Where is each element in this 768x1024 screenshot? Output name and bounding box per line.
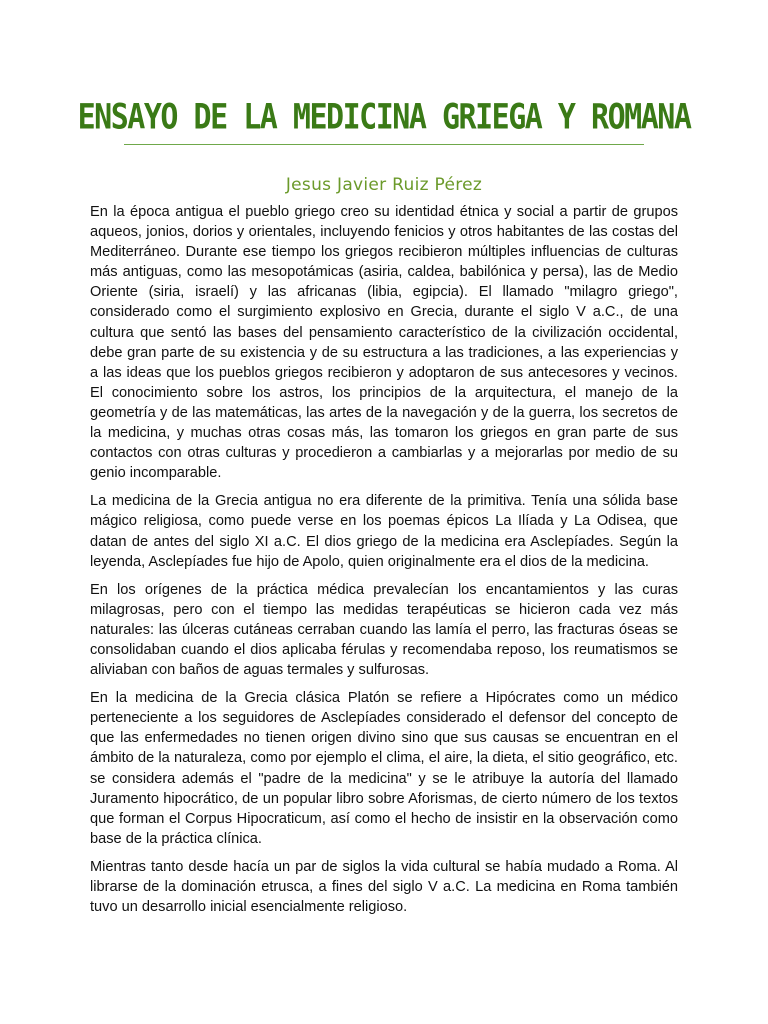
paragraph-4: En la medicina de la Grecia clásica Platón se refiere a Hipócrates como un médico perteneciente a los seguidores de Asclepíades considerado el defensor del concepto de que las enfermedades no tienen origen divino sino que sus causas se encuentran en el ámbito de la naturaleza, como por ejemplo el clima, el aire, la dieta, el sitio geográfico, etc. se considera además el "padre de la medicina" y se le atribuye la autoría del llamado Juramento hipocrático, de un popular libro sobre Aforismas, de cierto número de los textos que forman el Corpus Hipocraticum, así como el hecho de insistir en la observación como base de la práctica clínica. — [90, 690, 678, 847]
author-name: Jesus Javier Ruiz Pérez — [285, 175, 483, 195]
paragraph-2: La medicina de la Grecia antigua no era diferente de la primitiva. Tenía una sólida base mágico religiosa, como puede verse en los poemas épicos La Ilíada y La Odisea, que datan de antes del siglo XI a.C. El dios griego de la medicina era Asclepíades. Según la leyenda, Asclepíades fue hijo de Apolo, quien originalmente era el dios de la medicina. — [90, 493, 678, 570]
title-underline — [124, 144, 644, 145]
document-body — [90, 202, 678, 925]
paragraph-5: Mientras tanto desde hacía un par de siglos la vida cultural se había mudado a Roma. Al librarse de la dominación etrusca, a fines del siglo V a.C. La medicina en Roma también tuvo un desarrollo inicial esencialmente religioso. — [90, 858, 678, 916]
paragraph-3: En los orígenes de la práctica médica prevalecían los encantamientos y las curas milagrosas, pero con el tiempo las medidas terapéuticas se hicieron cada vez más naturales: las úlceras cutáneas cerraban cuando las lamía el perro, las fracturas óseas se consolidaban cuando el dios aplicaba férulas y recomendaba reposo, los reumatismos se aliviaban con baños de aguas termales y sulfurosas. — [90, 581, 678, 679]
document-title: ENSAYO DE LA MEDICINA GRIEGA Y ROMANA — [77, 97, 691, 138]
paragraph-1: En la época antigua el pueblo griego creo su identidad étnica y social a partir de grupos aqueos, jonios, dorios y orientales, incluyendo fenicios y otros habitantes de las costas del Mediterráneo. Durante ese tiempo los griegos recibieron múltiples influencias de culturas más antiguas, como las mesopotámicas (asiria, caldea, babilónica y persa), las de Medio Oriente (siria, israelí) y las africanas (libia, egipcia). El llamado "milagro griego", considerado como el surgimiento explosivo en Grecia, durante el siglo V a.C., de una cultura que sentó las bases del pensamiento característico de la civilización occidental, debe gran parte de su existencia y de su estructura a las tradiciones, a las experiencias y a las ideas que los pueblos griegos recibieron y adoptaron de sus antecesores y vecinos. El conocimiento sobre los astros, los principios de la arquitectura, el manejo de la geometría y de las matemáticas, las artes de la navegación y de la guerra, los secretos de la medicina, y muchas otras cosas más, las tomaron los griegos en gran parte de sus contactos con otras culturas y procedieron a cambiarlas y a mejorarlas por medio de su genio incomparable. — [90, 204, 678, 482]
